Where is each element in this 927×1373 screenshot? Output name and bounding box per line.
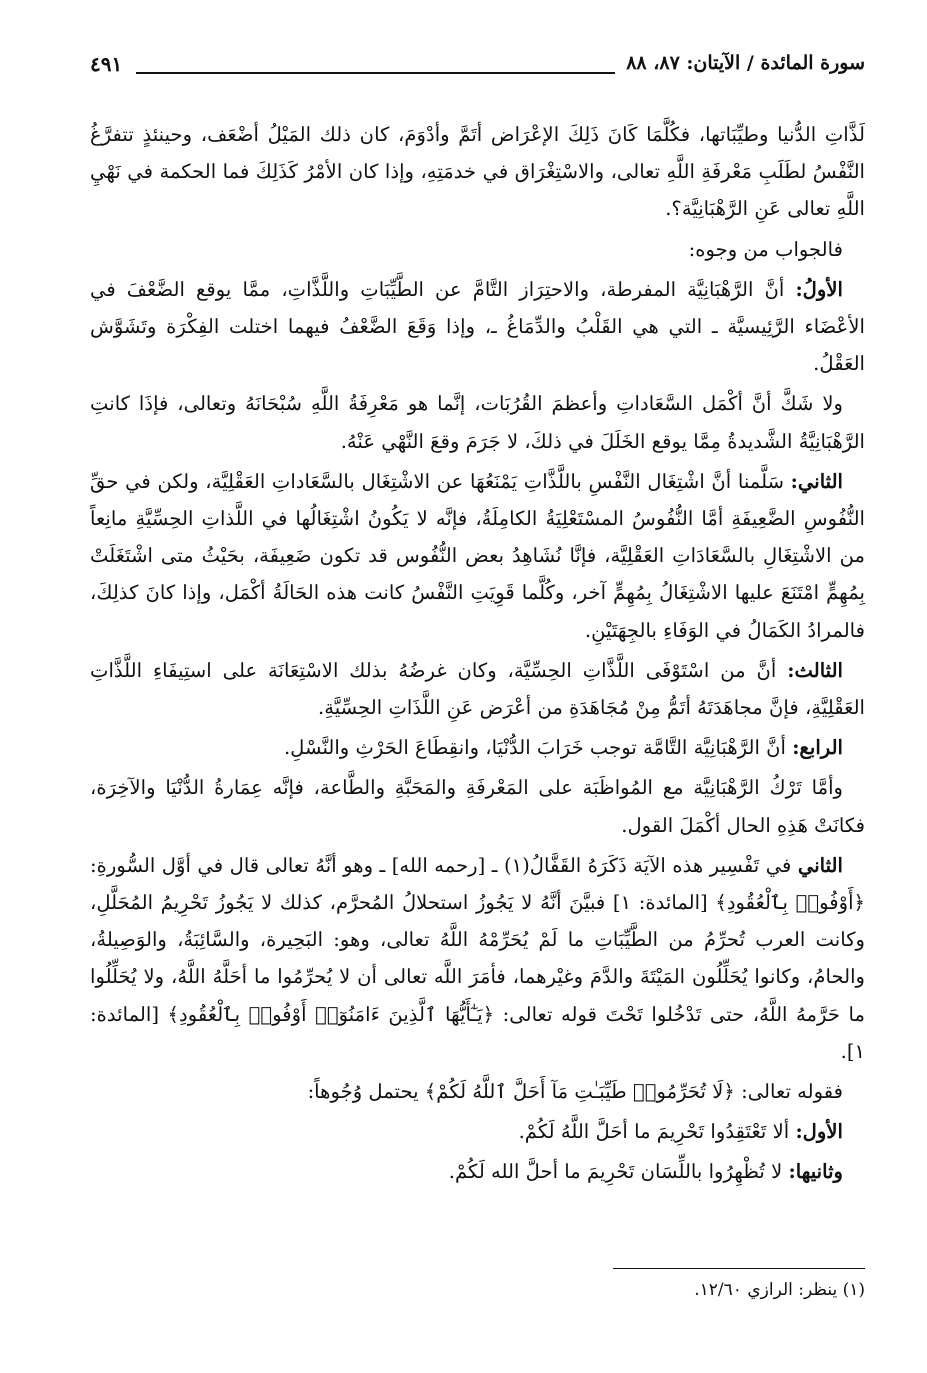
paragraph-10 (90, 1073, 865, 1110)
paragraph-lead: الثالث: (787, 658, 843, 682)
paragraph-lead: وثانيها: (788, 1160, 843, 1184)
paragraph-6 (90, 652, 865, 726)
paragraph-text: وأمَّا تَرْكُ الرَّهْبَانِيَّة مع المُواظَبَة على المَعْرفَةِ والمَحَبَّةِ والطَّاعة، فإنَّه عِمَارةُ الدُّنْيَا والآخِرَة، فكانَتْ هَذِهِ الحال أكْمَلَ القول. (90, 776, 865, 837)
page-body (90, 116, 865, 1194)
paragraph-text: ولا شَكَّ أنَّ أكْمَل السَّعَاداتِ وأعظمَ القُرُبَات، إنَّما هو مَعْرِفَةُ اللَّهِ سُبْحَانَهُ وتعالى، فإذَا كانتِ الرَّهْبَانِيَّةُ الشَّديدةُ مِمَّا يوقع الخَلَلَ في ذلكَ، لا جَرَمَ وقعَ النَّهْي عَنْهُ. (90, 392, 865, 453)
paragraph-5 (90, 463, 865, 649)
surah-title: سورة المائدة / الآيتان: ٨٧، ٨٨ (626, 52, 865, 74)
page-header (90, 52, 865, 82)
paragraph-text: فالجواب من وجوه: (688, 237, 843, 261)
paragraph-lead: الرابع: (792, 736, 843, 760)
header-rule (136, 72, 615, 74)
paragraph-lead: الثاني: (790, 469, 843, 493)
paragraph-1 (90, 116, 865, 228)
page-number: ٤٩١ (90, 52, 123, 76)
paragraph-lead: الأول: (795, 1120, 843, 1144)
paragraph-text: فقوله تعالى: ﴿لَا تُحَرِّمُوا۟ طَيِّبَـٰتِ مَآ أَحَلَّ ٱللَّهُ لَكُمْ﴾ يحتمل وُجُوهاً: (307, 1080, 843, 1104)
paragraph-text: أنَّ الرَّهْبَانِيَّة المفرطة، والاحتِرَاز التَّامَّ عن الطَّيِّبَاتِ واللَّذَّاتِ، ممَّا يوقع الضَّعْفَ في الأعْضَاء الرَّئِيسيَّة ـ التي هي القَلْبُ والدِّمَاغُ ـ، وإذا وَقَعَ الضَّعْفُ فيهما اختلت الفِكْرَة وتَشَوَّش العَقْلُ. (90, 277, 865, 376)
paragraph-lead: الأولُ: (795, 277, 843, 301)
paragraph-text: في تَفْسِير هذه الآيَة ذَكَرَهُ القَفَّالُ(١) ـ [رحمه الله] ـ وهو أنَّهُ تعالى قال في أوَّل السُّورةِ: ﴿أَوْفُوا۟ بِٱلْعُقُودِ﴾ [المائدة: ١] فبيَّنَ أنَّهُ لا يَجُوزُ استحلالُ المُحرَّم، كذلك لا يَجُوزُ تَحْرِيمُ المُحَلَّلِ، وكانت العرب تُحرِّمُ من الطَّيِّبَاتِ ما لَمْ يُحَرِّمْهُ اللَّهُ تعالى، وهو: البَحِيرة، والسَّائِبَةُ، والوَصِيلةُ، والحامُ، وكانوا يُحَلِّلُون المَيْتَةَ والدَّمَ وغيْرهما، فأمَرَ اللَّه تعالى أن لا يُحرِّمُوا ما أحَلَّهُ اللَّهُ، ولا يُحَلِّلُوا ما حَرَّمهُ اللَّهُ، حتى تَدْخُلوا تَحْتَ قوله تعالى: ﴿يَـٰٓأَيُّهَا ٱلَّذِينَ ءَامَنُوٓا۟ أَوْفُوا۟ بِٱلْعُقُودِ﴾ [المائدة: ١]. (90, 853, 865, 1063)
paragraph-7 (90, 729, 865, 766)
paragraph-8 (90, 769, 865, 843)
paragraph-12 (90, 1153, 865, 1190)
paragraph-text: سَلَّمنا أنَّ اشْتِغَال النَّفْسِ باللَّذَّاتِ يَمْنَعُهَا عن الاشْتِغَال بالسَّعَاداتِ العَقْلِيَّة، ولكن في حقِّ النُّفُوسِ الضَّعِيفَةِ أمَّا النُّفُوسُ المسْتَعْلِيَةُ الكامِلَةُ، فإنَّه لا يَكُونُ اشْتِغَالُها في اللَّذاتِ الحِسِّيَّةِ مانِعاً من الاشْتِغَالِ بالسَّعَادَاتِ العَقْلِيَّة، فإنَّا نُشَاهِدُ بعض النُّفُوس قد تكون ضَعِيفَة، بحَيْثُ متى اشْتَغَلَتْ بِمُهِمٍّ امْتَنَعَ عليها الاشْتِغَالُ بِمُهِمٍّ آخر، وكُلَّما قَوِيَتِ النَّفْسُ كانت هذه الحَالَةُ أكْمَل، وإذا كانَ كذلِكَ، فالمرادُ الكَمَالُ في الوَفَاءِ بالجِهَتَيْنِ. (90, 469, 865, 642)
paragraph-text: أنَّ الرَّهْبَانِيَّة التَّامَّة توجب خَرَابَ الدُّنْيَا، وانقِطَاعَ الحَرْثِ والنَّسْلِ. (283, 736, 786, 760)
paragraph-lead: الثاني (797, 853, 843, 877)
footnote-rule (613, 1268, 865, 1269)
paragraph-text: ألا تَعْتَقِدُوا تَحْرِيمَ ما أحَلَّ اللَّهُ لَكُمْ. (518, 1120, 790, 1144)
paragraph-3 (90, 271, 865, 383)
footnote: (١) ينظر: الرازي ١٢/٦٠. (694, 1280, 865, 1300)
paragraph-9 (90, 847, 865, 1070)
paragraph-text: لا تُظْهِرُوا باللِّسَان تَحْرِيمَ ما أحلَّ الله لَكُمْ. (448, 1160, 783, 1184)
paragraph-4 (90, 385, 865, 459)
paragraph-text: أنَّ من اسْتَوْفَى اللَّذَّاتِ الحِسِّيَّة، وكان غرضُهُ بذلك الاسْتِعَانَة على استِيفَاءِ اللَّذَّاتِ العَقْلِيَّةِ، فإنَّ مجاهَدَتَهُ أتَمُّ مِنْ مُجَاهَدَةِ من أعْرَض عَنِ اللَّذَاتِ الحِسِّيَّةِ. (90, 658, 865, 720)
paragraph-2 (90, 231, 865, 268)
paragraph-text: لَذَّاتِ الدُّنيا وطيِّبَاتها، فكُلَّمَا كَانَ ذَلِكَ الإعْرَاض أتَمَّ وأدْوَمَ، كان ذلك المَيْلُ أضْعَف، وحينئذٍ تتفرَّغُ النَّفْسُ لطَلَبِ مَعْرفَةِ اللَّهِ تعالى، والاسْتِغْرَاق في خدمَتِهِ، وإذا كان الأمْرُ كَذَلِكَ فما الحكمة في نَهْيِ اللَّهِ تعالى عَنِ الرَّهْبَانِيَّة؟. (90, 123, 865, 221)
paragraph-11 (90, 1113, 865, 1150)
